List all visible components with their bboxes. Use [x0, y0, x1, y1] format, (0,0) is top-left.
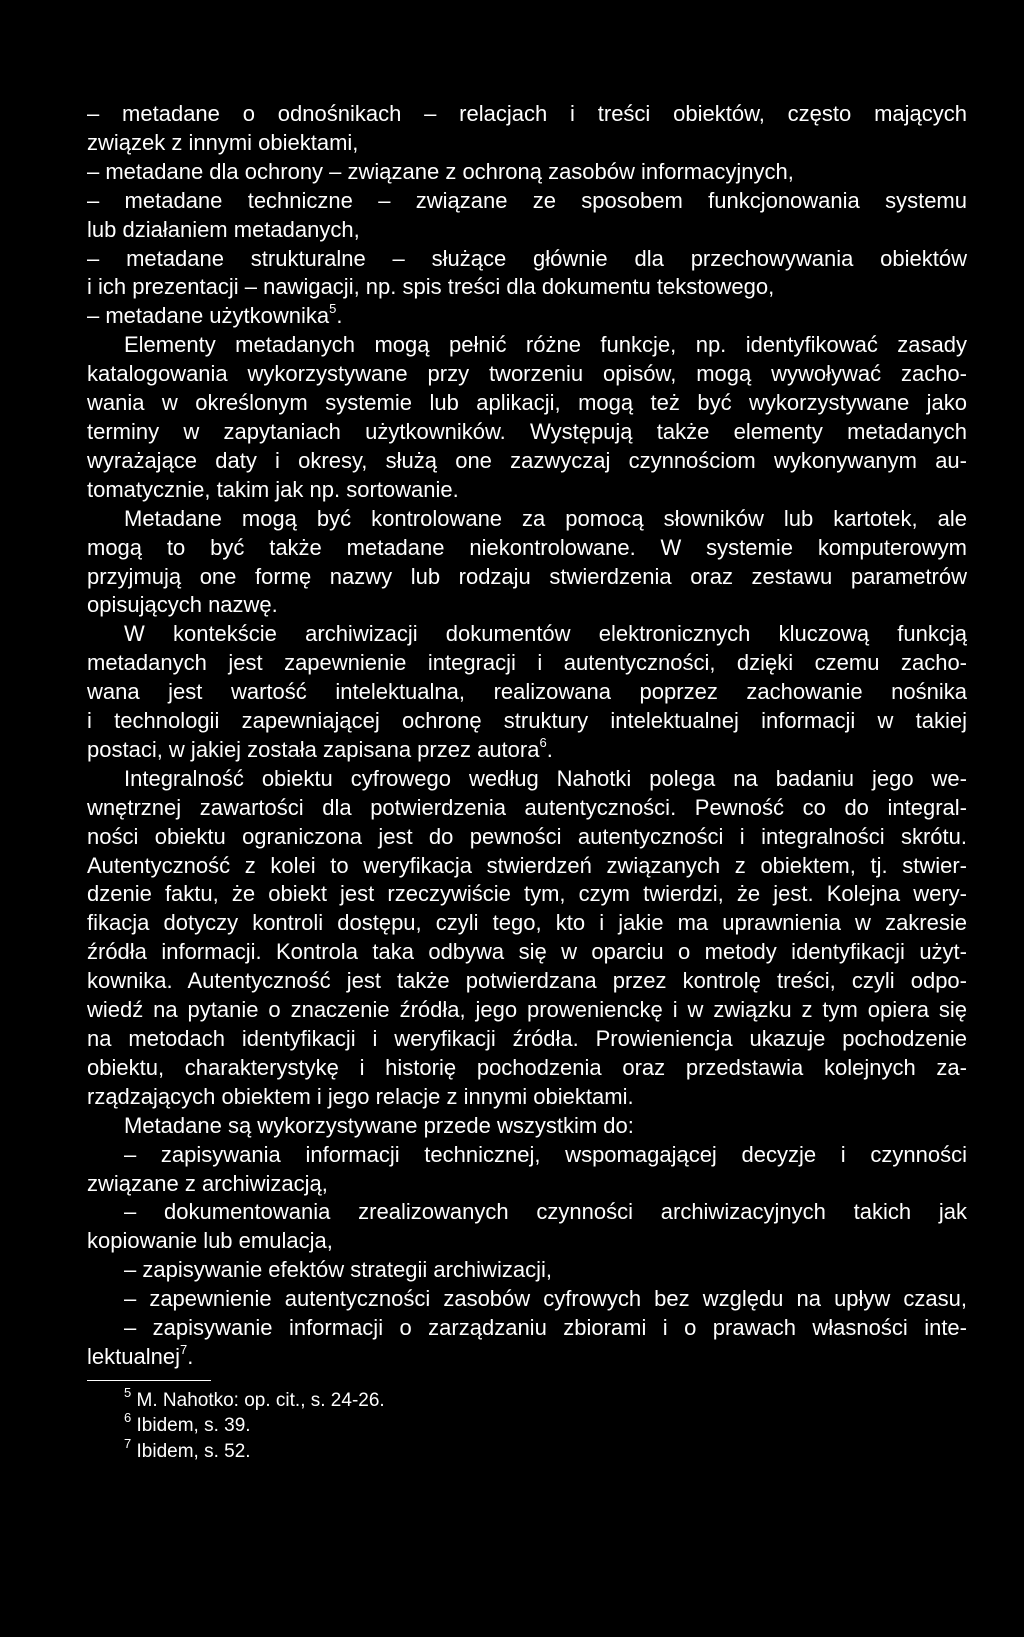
text-line: metadanych jest zapewnienie integracji i autentyczności, dzięki czemu zacho- — [87, 650, 967, 676]
text-line-content: lektualnej — [87, 1343, 180, 1369]
text-line: kownika. Autentyczność jest także potwierdzana przez kontrolę treści, czyli odpo- — [87, 968, 967, 994]
text-line-content: – metadane użytkownika — [87, 303, 330, 329]
text-line: – metadane o odnośnikach – relacjach i treści obiektów, często mających — [87, 101, 967, 126]
text-line-content: postaci, w jakiej została zapisana przez autora — [87, 736, 540, 762]
footnote-ref: 5 — [329, 301, 337, 317]
text-line: obiektu, charakterystykę i historię pochodzenia oraz przedstawia kolejnych za- — [87, 1054, 967, 1080]
text-line: dzenie faktu, że obiekt jest rzeczywiście tym, czym twierdzi, że jest. Kolejna wery- — [87, 881, 967, 907]
text-line-with-footnote — [87, 302, 967, 331]
footnote-number: 6 — [124, 1410, 132, 1426]
paragraph-first-line: Metadane mogą być kontrolowane za pomocą słowników lub kartotek, ale — [124, 505, 967, 531]
paragraph-first-line: Elementy metadanych mogą pełnić różne funkcje, np. identyfikować zasady — [124, 332, 967, 358]
list-item: – zapisywania informacji technicznej, wspomagającej decyzje i czynności — [124, 1141, 967, 1167]
text-line: i technologii zapewniającej ochronę struktury intelektualnej informacji w takiej — [87, 708, 967, 734]
document-page — [87, 100, 967, 1464]
text-line: związek z innymi obiektami, — [87, 129, 359, 155]
text-line: mogą to być także metadane niekontrolowane. W systemie komputerowym — [87, 534, 967, 560]
text-line: przyjmują one formę nazwy lub rodzaju stwierdzenia oraz zestawu parametrów — [87, 563, 967, 589]
punctuation: . — [336, 303, 343, 329]
text-line: lub działaniem metadanych, — [87, 216, 360, 242]
text-line: katalogowania wykorzystywane przy tworzeniu opisów, mogą wywoływać zacho- — [87, 361, 967, 387]
list-item: – dokumentowania zrealizowanych czynności archiwizacyjnych takich jak — [124, 1199, 967, 1225]
text-line: i ich prezentacji – nawigacji, np. spis treści dla dokumentu tekstowego, — [87, 274, 775, 300]
text-line: tomatycznie, takim jak np. sortowanie. — [87, 476, 459, 502]
text-line: źródła informacji. Kontrola taka odbywa się w oparciu o metody identyfikacji użyt- — [87, 939, 967, 965]
paragraph-first-line: Integralność obiektu cyfrowego według Nahotki polega na badaniu jego we- — [124, 765, 967, 791]
list-item: – zapewnienie autentyczności zasobów cyfrowych bez względu na upływ czasu, — [124, 1286, 967, 1312]
text-line: fikacja dotyczy kontroli dostępu, czyli tego, kto i jakie ma uprawnienia w zakresie — [87, 910, 967, 936]
list-item: – zapisywanie informacji o zarządzaniu zbiorami i o prawach własności inte- — [124, 1315, 967, 1341]
footnote-ref: 7 — [179, 1341, 188, 1357]
text-line-with-footnote — [87, 1343, 967, 1372]
text-line: terminy w zapytaniach użytkowników. Występują także elementy metadanych — [87, 418, 967, 444]
footnote-ref: 6 — [539, 734, 547, 750]
footnote-text: M. Nahotko: op. cit., s. 24-26. — [136, 1389, 385, 1411]
paragraph-first-line: W kontekście archiwizacji dokumentów elektronicznych kluczową funkcją — [124, 621, 967, 647]
footnote-separator — [87, 1380, 211, 1381]
footnote-number: 7 — [124, 1435, 132, 1451]
text-line: opisujących nazwę. — [87, 592, 278, 618]
footnote — [87, 1435, 967, 1465]
list-item: – zapisywanie efektów strategii archiwizacji, — [124, 1257, 552, 1283]
footnote — [87, 1384, 967, 1414]
text-line: Autentyczność z kolei to weryfikacja stwierdzeń związanych z obiektem, tj. stwier- — [87, 852, 967, 878]
text-line: – metadane strukturalne – służące głównie dla przechowywania obiektów — [87, 245, 967, 271]
text-line: związane z archiwizacją, — [87, 1170, 328, 1196]
footnote-number: 5 — [124, 1384, 132, 1400]
text-line: wnętrznej zawartości dla potwierdzenia autentyczności. Pewność co do integral- — [87, 794, 967, 820]
footnote-text: Ibidem, s. 52. — [136, 1440, 251, 1462]
text-line: wana jest wartość intelektualna, realizowana poprzez zachowanie nośnika — [87, 679, 967, 705]
text-line: wiedź na pytanie o znaczenie źródła, jego prowenienckę i w związku z tym opiera się — [87, 997, 967, 1023]
text-line: – metadane techniczne – związane ze sposobem funkcjonowania systemu — [87, 187, 967, 213]
punctuation: . — [546, 736, 553, 762]
paragraph-first-line: Metadane są wykorzystywane przede wszystkim do: — [124, 1112, 634, 1138]
text-line: kopiowanie lub emulacja, — [87, 1228, 333, 1254]
footnote — [87, 1410, 967, 1439]
punctuation: . — [187, 1343, 194, 1369]
footnote-text: Ibidem, s. 39. — [136, 1415, 251, 1437]
text-line: wania w określonym systemie lub aplikacji, mogą też być wykorzystywane jako — [87, 390, 967, 416]
text-line-with-footnote — [87, 736, 967, 765]
text-line: na metodach identyfikacji i weryfikacji źródła. Prowieniencja ukazuje pochodzenie — [87, 1026, 967, 1051]
text-line: rządzających obiektem i jego relacje z innymi obiektami. — [87, 1083, 634, 1109]
text-line: wyrażające daty i okresy, służą one zazwyczaj czynnościom wykonywanym au- — [87, 447, 967, 473]
text-line: ności obiektu ograniczona jest do pewności autentyczności i integralności skrótu. — [87, 823, 967, 849]
text-line: – metadane dla ochrony – związane z ochroną zasobów informacyjnych, — [87, 158, 794, 184]
